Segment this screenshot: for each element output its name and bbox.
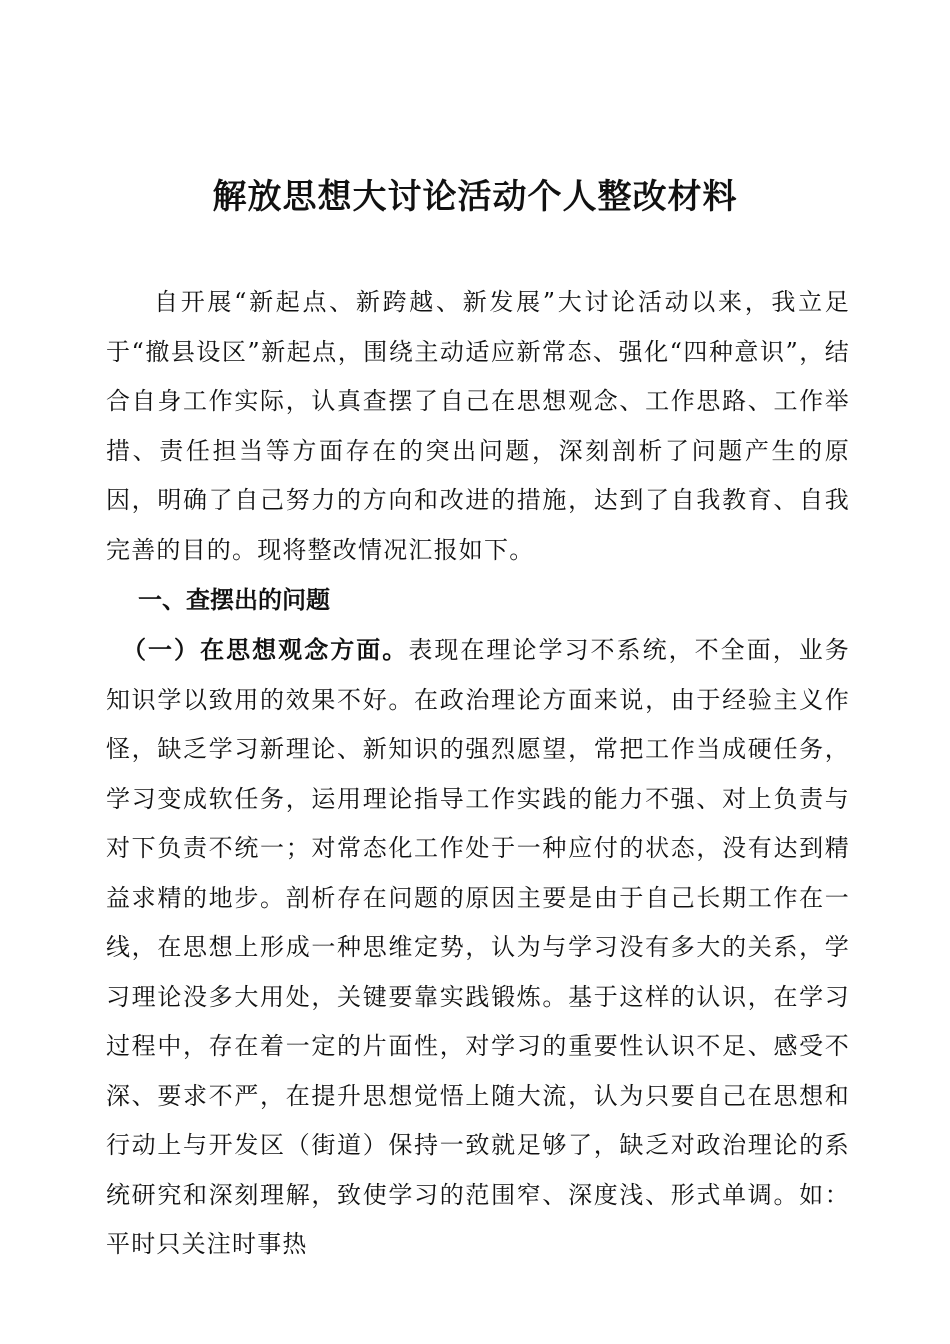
subsection-paragraph — [106, 625, 850, 1270]
document-title: 解放思想大讨论活动个人整改材料 — [212, 177, 738, 217]
subsection-body: 表现在理论学习不系统，不全面，业务知识学以致用的效果不好。在政治理论方面来说，由于经验主义作怪，缺乏学习新理论、新知识的强烈愿望，常把工作当成硬任务，学习变成软任务，运用理论指导工作实践的能力不强、对上负责与对下负责不统一；对常态化工作处于一种应付的状态，没有达到精益求精的地步。剖析存在问题的原因主要是由于自己长期工作在一线，在思想上形成一种思维定势，认为与学习没有多大的关系，学习理论没多大用处，关键要靠实践锻炼。基于这样的认识，在学习过程中，存在着一定的片面性，对学习的重要性认识不足、感受不深、要求不严，在提升思想觉悟上随大流，认为只要自己在思想和行动上与开发区（街道）保持一致就足够了，缺乏对政治理论的系统研究和深刻理解，致使学习的范围窄、深度浅、形式单调。如：平时只关注时事热 — [106, 636, 850, 1258]
intro-paragraph: 自开展“新起点、新跨越、新发展”大讨论活动以来，我立足于“撤县设区”新起点，围绕主动适应新常态、强化“四种意识”，结合自身工作实际，认真查摆了自己在思想观念、工作思路、工作举措、责任担当等方面存在的突出问题，深刻剖析了问题产生的原因，明确了自己努力的方向和改进的措施，达到了自我教育、自我完善的目的。现将整改情况汇报如下。 — [106, 288, 850, 564]
section-heading: 一、查摆出的问题 — [138, 586, 330, 614]
subsection-lead: （一）在思想观念方面。 — [122, 635, 409, 664]
